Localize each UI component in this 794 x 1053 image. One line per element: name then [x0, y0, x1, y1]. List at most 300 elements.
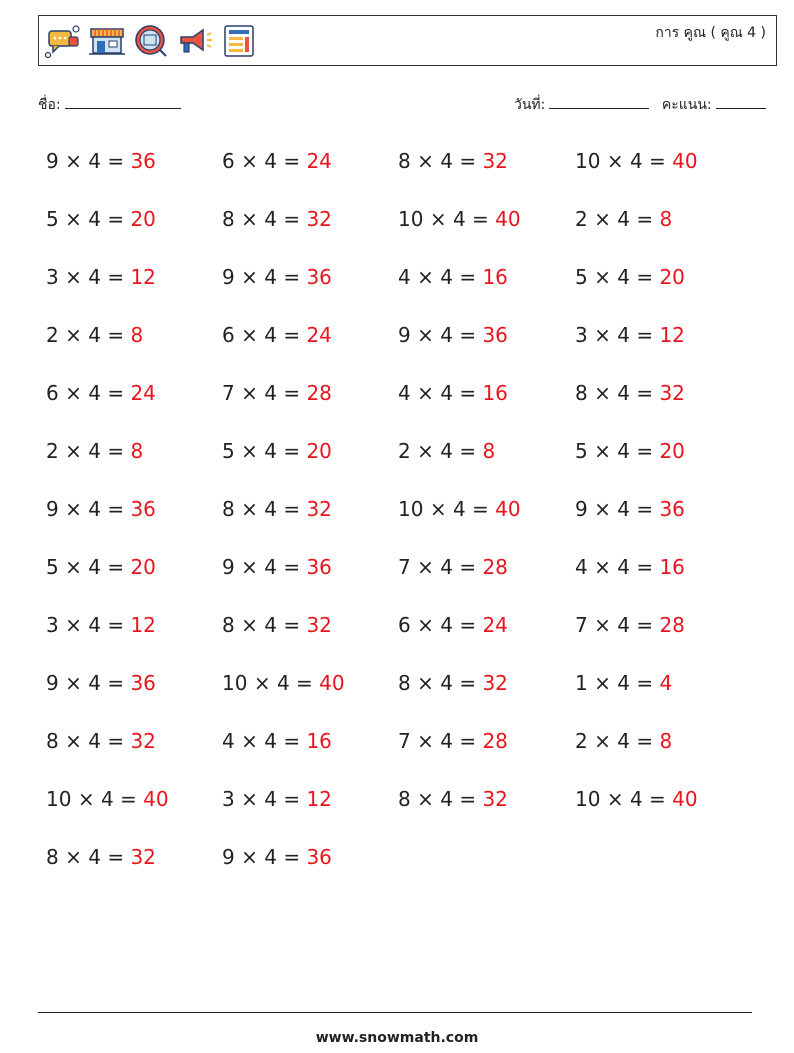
problem-item	[222, 318, 398, 376]
problem-item	[575, 666, 751, 724]
factor-b: 4	[440, 729, 453, 753]
factor-b: 4	[264, 497, 277, 521]
problem-item	[46, 434, 222, 492]
problem-item	[46, 782, 222, 840]
equals-sign: =	[472, 207, 489, 231]
problem-item	[398, 434, 575, 492]
answer-value: 8	[659, 729, 673, 753]
operator-sign: ×	[606, 787, 624, 811]
factor-b: 4	[88, 845, 101, 869]
factor-b: 4	[264, 845, 277, 869]
problem-item	[222, 434, 398, 492]
factor-a: 4	[398, 381, 411, 405]
answer-value: 40	[495, 497, 521, 521]
problem-item	[398, 666, 575, 724]
magnifier-badge-icon	[133, 23, 169, 59]
factor-b: 4	[452, 207, 466, 231]
factor-b: 4	[264, 787, 277, 811]
factor-b: 4	[88, 149, 101, 173]
operator-sign: ×	[429, 497, 447, 521]
factor-a: 8	[46, 845, 59, 869]
operator-sign: ×	[429, 207, 447, 231]
equals-sign: =	[296, 671, 313, 695]
problem-item	[398, 724, 575, 782]
equals-sign: =	[283, 729, 301, 753]
answer-value: 12	[659, 323, 685, 347]
factor-a: 8	[222, 613, 235, 637]
equals-sign: =	[459, 149, 477, 173]
factor-a: 2	[46, 439, 59, 463]
answer-value: 32	[659, 381, 685, 405]
factor-a: 8	[398, 671, 411, 695]
equals-sign: =	[459, 439, 477, 463]
factor-b: 4	[264, 381, 277, 405]
problem-item	[398, 318, 575, 376]
operator-sign: ×	[594, 207, 611, 231]
equals-sign: =	[107, 323, 125, 347]
equals-sign: =	[107, 381, 125, 405]
factor-a: 9	[46, 149, 59, 173]
problem-item	[46, 608, 222, 666]
factor-b: 4	[264, 613, 277, 637]
equals-sign: =	[107, 729, 125, 753]
operator-sign: ×	[241, 613, 258, 637]
problem-item	[575, 202, 751, 260]
operator-sign: ×	[241, 729, 258, 753]
answer-value: 32	[130, 729, 156, 753]
factor-a: 7	[398, 729, 411, 753]
factor-a: 6	[222, 323, 235, 347]
answer-value: 16	[482, 265, 508, 289]
operator-sign: ×	[65, 439, 82, 463]
factor-a: 6	[222, 149, 235, 173]
factor-a: 10	[222, 671, 248, 695]
operator-sign: ×	[594, 381, 611, 405]
date-score-fields	[514, 94, 766, 116]
factor-a: 10	[46, 787, 72, 811]
equals-sign: =	[636, 323, 654, 347]
answer-value: 36	[306, 555, 332, 579]
factor-b: 4	[629, 149, 643, 173]
equals-sign: =	[649, 787, 666, 811]
equals-sign: =	[459, 555, 477, 579]
problem-item	[575, 550, 751, 608]
answer-value: 36	[130, 149, 156, 173]
answer-value: 40	[672, 787, 698, 811]
equals-sign: =	[107, 149, 125, 173]
factor-a: 5	[46, 555, 59, 579]
answer-value: 20	[130, 207, 156, 231]
operator-sign: ×	[417, 729, 434, 753]
factor-b: 4	[617, 729, 630, 753]
problem-item	[398, 376, 575, 434]
equals-sign: =	[283, 149, 301, 173]
answer-value: 28	[482, 555, 508, 579]
equals-sign: =	[459, 381, 477, 405]
problem-item	[46, 144, 222, 202]
operator-sign: ×	[241, 845, 258, 869]
factor-b: 4	[617, 555, 630, 579]
problem-item	[575, 318, 751, 376]
operator-sign: ×	[417, 265, 434, 289]
date-label: วันที่:	[514, 97, 546, 113]
equals-sign: =	[636, 497, 654, 521]
answer-value: 36	[482, 323, 508, 347]
equals-sign: =	[107, 439, 125, 463]
factor-b: 4	[617, 613, 630, 637]
factor-a: 8	[222, 207, 235, 231]
equals-sign: =	[107, 555, 125, 579]
answer-value: 12	[306, 787, 332, 811]
factor-b: 4	[617, 439, 630, 463]
factor-a: 3	[222, 787, 235, 811]
answer-value: 24	[306, 323, 332, 347]
factor-a: 3	[46, 265, 59, 289]
answer-value: 28	[306, 381, 332, 405]
equals-sign: =	[283, 265, 301, 289]
factor-a: 6	[46, 381, 59, 405]
factor-a: 2	[575, 207, 588, 231]
factor-b: 4	[617, 497, 630, 521]
equals-sign: =	[459, 265, 477, 289]
operator-sign: ×	[241, 207, 258, 231]
factor-a: 9	[222, 265, 235, 289]
answer-value: 32	[306, 207, 332, 231]
factor-b: 4	[88, 265, 101, 289]
answer-value: 20	[130, 555, 156, 579]
equals-sign: =	[107, 671, 125, 695]
factor-b: 4	[88, 555, 101, 579]
equals-sign: =	[283, 439, 301, 463]
problem-item	[46, 376, 222, 434]
factor-b: 4	[440, 265, 453, 289]
equals-sign: =	[636, 439, 654, 463]
operator-sign: ×	[65, 497, 82, 521]
operator-sign: ×	[241, 787, 258, 811]
answer-value: 20	[659, 265, 685, 289]
problem-item	[222, 376, 398, 434]
factor-b: 4	[617, 381, 630, 405]
answer-value: 36	[306, 845, 332, 869]
answer-value: 40	[143, 787, 169, 811]
answer-value: 28	[482, 729, 508, 753]
problem-item	[575, 782, 751, 840]
answer-value: 20	[659, 439, 685, 463]
factor-a: 8	[46, 729, 59, 753]
problem-item	[575, 434, 751, 492]
problem-item	[575, 144, 751, 202]
equals-sign: =	[459, 787, 477, 811]
megaphone-icon	[177, 23, 213, 59]
factor-b: 4	[276, 671, 290, 695]
factor-a: 9	[46, 671, 59, 695]
factor-a: 3	[575, 323, 588, 347]
operator-sign: ×	[594, 497, 611, 521]
equals-sign: =	[283, 323, 301, 347]
factor-b: 4	[440, 613, 453, 637]
problem-item	[46, 202, 222, 260]
answer-value: 16	[659, 555, 685, 579]
name-field[interactable]	[38, 94, 181, 116]
equals-sign: =	[283, 497, 301, 521]
problem-item	[46, 492, 222, 550]
operator-sign: ×	[417, 381, 434, 405]
operator-sign: ×	[65, 149, 82, 173]
factor-a: 6	[398, 613, 411, 637]
answer-value: 24	[130, 381, 156, 405]
answer-value: 8	[482, 439, 496, 463]
equals-sign: =	[283, 381, 301, 405]
factor-a: 9	[222, 555, 235, 579]
answer-value: 16	[482, 381, 508, 405]
operator-sign: ×	[241, 323, 258, 347]
factor-a: 4	[575, 555, 588, 579]
worksheet-title: การ คูณ ( คูณ 4 )	[655, 25, 766, 41]
equals-sign: =	[107, 497, 125, 521]
operator-sign: ×	[253, 671, 271, 695]
operator-sign: ×	[594, 439, 611, 463]
equals-sign: =	[459, 729, 477, 753]
name-label: ชื่อ:	[38, 97, 61, 113]
factor-a: 9	[46, 497, 59, 521]
operator-sign: ×	[594, 265, 611, 289]
answer-value: 40	[319, 671, 345, 695]
operator-sign: ×	[241, 265, 258, 289]
equals-sign: =	[459, 671, 477, 695]
score-label: คะแนน:	[661, 97, 712, 113]
factor-b: 4	[617, 207, 630, 231]
operator-sign: ×	[417, 555, 434, 579]
problem-item	[222, 260, 398, 318]
equals-sign: =	[107, 613, 125, 637]
answer-value: 36	[306, 265, 332, 289]
answer-value: 32	[306, 613, 332, 637]
operator-sign: ×	[417, 671, 434, 695]
problem-item	[222, 202, 398, 260]
header-box	[38, 15, 777, 66]
operator-sign: ×	[417, 149, 434, 173]
operator-sign: ×	[241, 439, 258, 463]
operator-sign: ×	[65, 555, 82, 579]
equals-sign: =	[636, 265, 654, 289]
factor-b: 4	[440, 671, 453, 695]
answer-value: 32	[482, 149, 508, 173]
factor-a: 8	[398, 787, 411, 811]
factor-a: 9	[398, 323, 411, 347]
factor-b: 4	[88, 439, 101, 463]
operator-sign: ×	[594, 613, 611, 637]
problem-item	[398, 608, 575, 666]
factor-b: 4	[264, 439, 277, 463]
answer-value: 32	[306, 497, 332, 521]
factor-a: 5	[46, 207, 59, 231]
factor-b: 4	[264, 729, 277, 753]
problem-item	[222, 840, 398, 898]
equals-sign: =	[649, 149, 666, 173]
problem-item	[575, 608, 751, 666]
equals-sign: =	[636, 671, 654, 695]
factor-b: 4	[440, 149, 453, 173]
factor-b: 4	[88, 323, 101, 347]
factor-b: 4	[264, 555, 277, 579]
factor-b: 4	[100, 787, 114, 811]
factor-a: 9	[575, 497, 588, 521]
operator-sign: ×	[417, 613, 434, 637]
answer-value: 8	[130, 439, 144, 463]
answer-value: 36	[130, 671, 156, 695]
factor-b: 4	[88, 497, 101, 521]
equals-sign: =	[107, 265, 125, 289]
equals-sign: =	[283, 613, 301, 637]
operator-sign: ×	[65, 323, 82, 347]
operator-sign: ×	[241, 497, 258, 521]
equals-sign: =	[636, 555, 654, 579]
factor-b: 4	[617, 265, 630, 289]
operator-sign: ×	[594, 323, 611, 347]
problem-item	[222, 492, 398, 550]
problem-item	[46, 724, 222, 782]
equals-sign: =	[459, 323, 477, 347]
problem-item	[222, 550, 398, 608]
answer-value: 4	[659, 671, 673, 695]
factor-b: 4	[452, 497, 466, 521]
answer-value: 24	[482, 613, 508, 637]
answer-value: 24	[306, 149, 332, 173]
chat-bubbles-icon	[45, 23, 81, 59]
operator-sign: ×	[417, 787, 434, 811]
answer-value: 8	[130, 323, 144, 347]
answer-value: 32	[482, 787, 508, 811]
problem-item	[222, 144, 398, 202]
factor-b: 4	[440, 323, 453, 347]
problem-item	[575, 492, 751, 550]
problem-item	[398, 492, 575, 550]
factor-b: 4	[88, 613, 101, 637]
factor-a: 8	[575, 381, 588, 405]
problem-item	[222, 782, 398, 840]
problem-item	[398, 550, 575, 608]
factor-a: 5	[575, 439, 588, 463]
factor-a: 7	[222, 381, 235, 405]
factor-a: 10	[398, 497, 424, 521]
equals-sign: =	[636, 613, 654, 637]
answer-value: 40	[495, 207, 521, 231]
problem-item	[46, 550, 222, 608]
answer-value: 12	[130, 613, 156, 637]
factor-a: 7	[575, 613, 588, 637]
answer-value: 32	[482, 671, 508, 695]
factor-b: 4	[264, 265, 277, 289]
factor-a: 4	[222, 729, 235, 753]
factor-a: 10	[575, 149, 601, 173]
problem-item	[398, 782, 575, 840]
score-blank-line[interactable]	[716, 94, 766, 109]
equals-sign: =	[472, 497, 489, 521]
equals-sign: =	[107, 845, 125, 869]
factor-b: 4	[88, 729, 101, 753]
equals-sign: =	[107, 207, 125, 231]
factor-b: 4	[264, 323, 277, 347]
equals-sign: =	[283, 555, 301, 579]
factor-a: 8	[398, 149, 411, 173]
operator-sign: ×	[65, 207, 82, 231]
problem-item	[575, 724, 751, 782]
operator-sign: ×	[65, 671, 82, 695]
problem-item	[222, 666, 398, 724]
factor-b: 4	[617, 671, 630, 695]
operator-sign: ×	[65, 381, 82, 405]
operator-sign: ×	[594, 671, 611, 695]
problem-item	[575, 376, 751, 434]
problem-item	[398, 144, 575, 202]
operator-sign: ×	[77, 787, 95, 811]
equals-sign: =	[283, 207, 301, 231]
factor-a: 5	[575, 265, 588, 289]
problem-item	[46, 318, 222, 376]
operator-sign: ×	[417, 323, 434, 347]
problem-item	[46, 260, 222, 318]
answer-value: 16	[306, 729, 332, 753]
answer-value: 36	[659, 497, 685, 521]
storefront-icon	[89, 23, 125, 59]
problem-grid	[46, 144, 751, 898]
factor-b: 4	[617, 323, 630, 347]
answer-value: 36	[130, 497, 156, 521]
problem-item	[46, 666, 222, 724]
answer-value: 40	[672, 149, 698, 173]
operator-sign: ×	[65, 729, 82, 753]
problem-item	[575, 260, 751, 318]
factor-a: 3	[46, 613, 59, 637]
factor-a: 10	[398, 207, 424, 231]
name-blank-line[interactable]	[65, 94, 181, 109]
answer-value: 12	[130, 265, 156, 289]
factor-b: 4	[440, 381, 453, 405]
factor-a: 2	[46, 323, 59, 347]
answer-value: 32	[130, 845, 156, 869]
equals-sign: =	[636, 207, 654, 231]
answer-value: 28	[659, 613, 685, 637]
operator-sign: ×	[65, 265, 82, 289]
problem-item	[46, 840, 222, 898]
factor-b: 4	[88, 671, 101, 695]
operator-sign: ×	[417, 439, 434, 463]
equals-sign: =	[636, 381, 654, 405]
factor-b: 4	[88, 381, 101, 405]
factor-a: 2	[575, 729, 588, 753]
factor-b: 4	[440, 439, 453, 463]
factor-a: 8	[222, 497, 235, 521]
footer-url: www.snowmath.com	[315, 1030, 479, 1046]
equals-sign: =	[283, 787, 301, 811]
operator-sign: ×	[241, 149, 258, 173]
document-list-icon	[221, 23, 257, 59]
problem-item	[398, 260, 575, 318]
problem-item	[222, 608, 398, 666]
operator-sign: ×	[594, 555, 611, 579]
factor-b: 4	[629, 787, 643, 811]
factor-b: 4	[88, 207, 101, 231]
factor-b: 4	[264, 207, 277, 231]
answer-value: 20	[306, 439, 332, 463]
factor-b: 4	[264, 149, 277, 173]
operator-sign: ×	[606, 149, 624, 173]
date-blank-line[interactable]	[549, 94, 649, 109]
factor-a: 1	[575, 671, 588, 695]
factor-a: 7	[398, 555, 411, 579]
operator-sign: ×	[594, 729, 611, 753]
answer-value: 8	[659, 207, 673, 231]
